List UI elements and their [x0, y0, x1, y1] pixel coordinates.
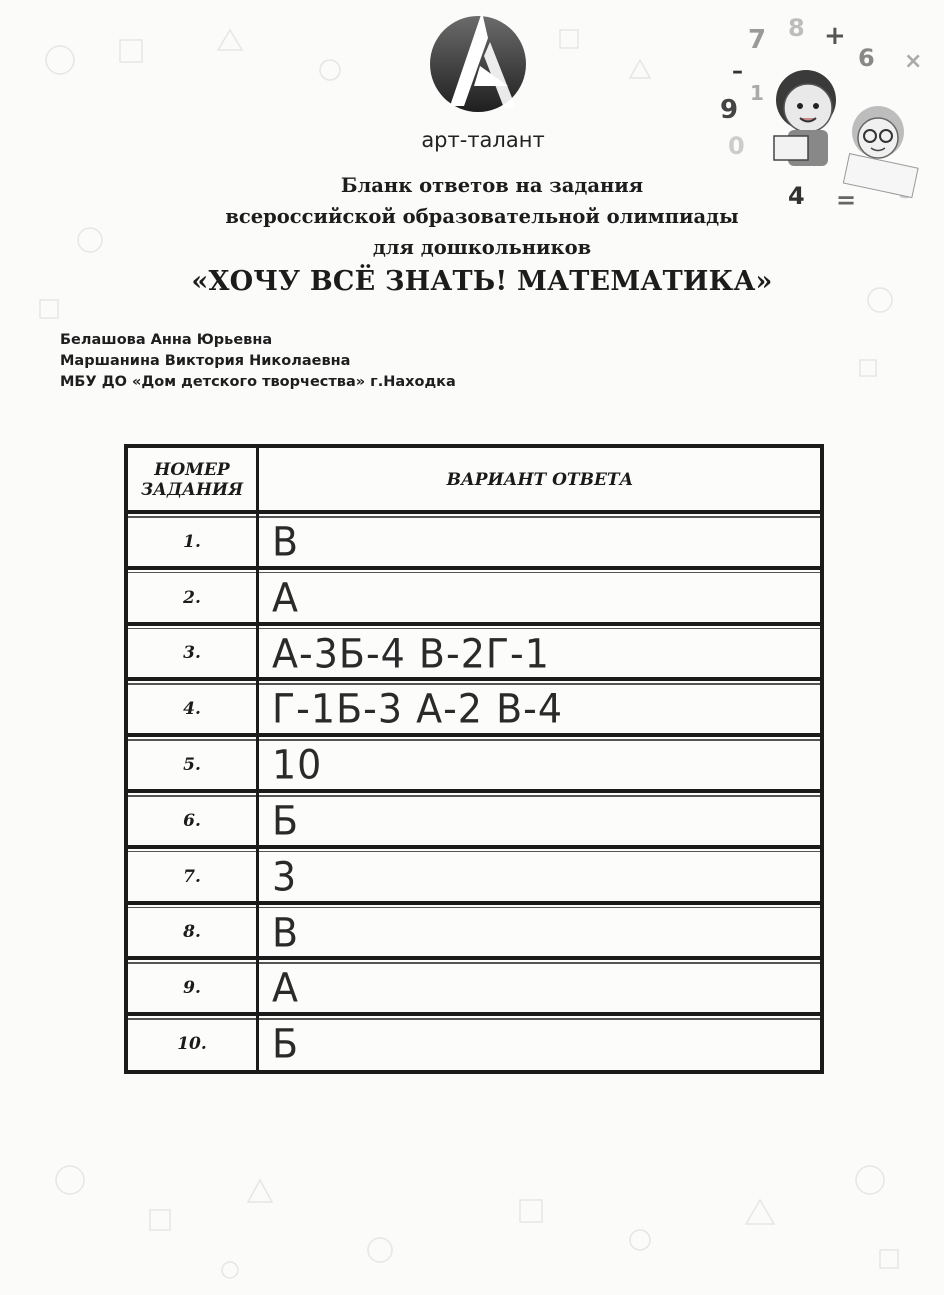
task-number: 3. — [183, 643, 201, 664]
row-divider — [128, 956, 820, 960]
row-divider — [128, 789, 820, 793]
table-row — [128, 518, 820, 566]
task-number: 5. — [183, 755, 201, 776]
row-divider — [128, 510, 820, 514]
task-number: 7. — [183, 866, 201, 887]
table-row — [128, 797, 820, 845]
table-row — [128, 1020, 820, 1068]
task-number: 4. — [183, 699, 201, 720]
illustration-number: 1 — [750, 81, 764, 105]
illustration-number: 8 — [788, 14, 805, 42]
handwritten-answer: 10 — [272, 741, 323, 789]
handwritten-answer: В — [272, 518, 300, 565]
art-talant-logo — [428, 8, 528, 120]
illustration-number: + — [824, 21, 846, 51]
olympiad-name: «ХОЧУ ВСЁ ЗНАТЬ! МАТЕМАТИКА» — [191, 266, 773, 297]
row-divider — [128, 1012, 820, 1016]
task-number: 8. — [183, 922, 201, 943]
handwritten-answer: А — [272, 574, 299, 621]
author-1: Белашова Анна Юрьевна — [60, 332, 273, 348]
task-number-header — [128, 448, 256, 512]
illustration-number: 4 — [788, 182, 805, 208]
illustration-number: 0 — [728, 132, 745, 160]
handwritten-answer: А-3Б-4 В-2Г-1 — [272, 630, 550, 677]
row-divider — [128, 901, 820, 905]
table-row — [128, 853, 820, 901]
table-header — [128, 448, 820, 512]
handwritten-answer: Г-1Б-3 А-2 В-4 — [272, 686, 564, 733]
task-number: 1. — [183, 531, 201, 552]
table-row — [128, 964, 820, 1012]
task-number: 6. — [183, 810, 201, 831]
author-2: Маршанина Виктория Николаевна — [60, 353, 351, 369]
table-row — [128, 909, 820, 957]
table-row — [128, 685, 820, 733]
boy-figure — [774, 70, 836, 166]
task-number-header-line-1: НОМЕР — [154, 460, 230, 480]
brand-name: арт-талант — [421, 128, 545, 152]
row-divider — [128, 677, 820, 681]
authors-block — [60, 330, 456, 393]
column-divider — [256, 448, 259, 1070]
answer-table — [124, 444, 824, 1074]
handwritten-answer: В — [272, 909, 300, 956]
title-line-3: для дошкольников — [372, 236, 592, 259]
illustration-number: 9 — [720, 95, 739, 125]
illustration-number: – — [732, 59, 743, 84]
row-divider — [128, 845, 820, 849]
handwritten-answer: А — [272, 965, 299, 1012]
task-number: 9. — [183, 978, 201, 999]
illustration-number: 6 — [858, 44, 875, 72]
row-divider — [128, 733, 820, 737]
task-number-header-line-2: ЗАДАНИЯ — [140, 480, 244, 500]
table-row — [128, 574, 820, 622]
title-line-1: Бланк ответов на задания — [340, 174, 644, 197]
organization: МБУ ДО «Дом детского творчества» г.Находка — [60, 374, 456, 390]
title-line-2: всероссийской образовательной олимпиады — [225, 205, 739, 228]
row-divider — [128, 566, 820, 570]
illustration-number: 7 — [748, 25, 767, 55]
row-divider — [128, 622, 820, 626]
illustration-number: = — [836, 186, 857, 208]
task-number: 10. — [177, 1034, 207, 1055]
handwritten-answer: Б — [272, 1020, 300, 1068]
handwritten-answer: Б — [272, 797, 300, 844]
task-number: 2. — [183, 587, 201, 608]
table-row — [128, 741, 820, 789]
illustration-number: × — [904, 49, 923, 74]
handwritten-answer: 3 — [272, 853, 298, 900]
table-row — [128, 630, 820, 678]
answer-header: ВАРИАНТ ОТВЕТА — [446, 470, 634, 490]
